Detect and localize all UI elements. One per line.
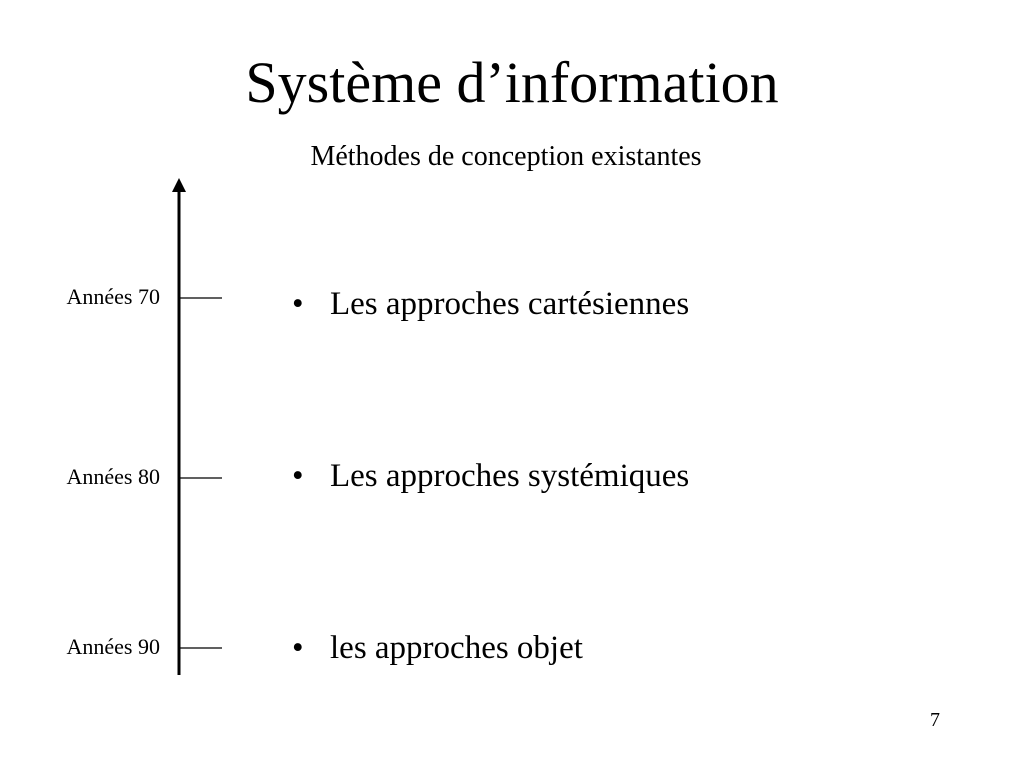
bullet-text: Les approches cartésiennes	[330, 286, 690, 322]
bullet-glyph: •	[292, 286, 304, 322]
bullet-item-object	[292, 628, 583, 668]
slide-title: Système d’information	[245, 50, 779, 115]
slide-subtitle: Méthodes de conception existantes	[310, 141, 702, 172]
bullet-glyph: •	[292, 630, 304, 666]
bullet-item-systemic	[292, 456, 689, 496]
era-label-70s: Années 70	[66, 284, 160, 309]
bullet-glyph: •	[292, 458, 304, 494]
bullet-text: Les approches systémiques	[330, 458, 690, 494]
bullet-item-cartesian	[292, 284, 689, 324]
era-label-90s: Années 90	[66, 634, 160, 659]
era-label-80s: Années 80	[66, 464, 160, 489]
bullet-text: les approches objet	[330, 630, 583, 666]
timeline-arrowhead	[172, 178, 186, 192]
page-number: 7	[930, 709, 940, 731]
